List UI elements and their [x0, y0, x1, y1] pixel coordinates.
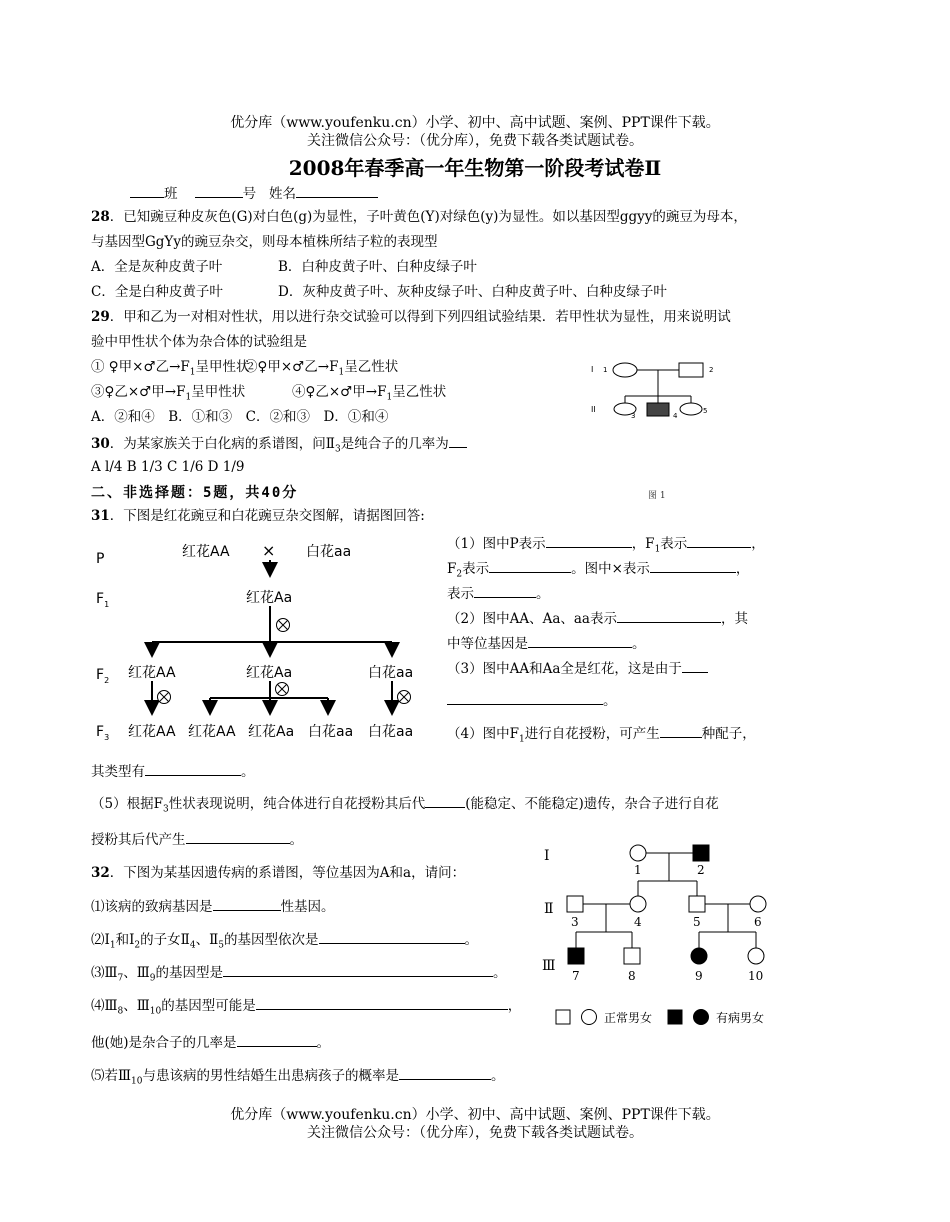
label-III-10: 10: [748, 969, 764, 983]
q32-part3: $⑶Ⅲ_7$、$Ⅲ_9$的基因型是 。: [91, 962, 507, 988]
gen-label-f1: $F_1$: [96, 591, 110, 609]
person-II-4: [630, 896, 646, 912]
legend-normal-female: [582, 1010, 597, 1025]
q31-blank-f1[interactable]: [687, 533, 751, 548]
q32-blank-affected-prob[interactable]: [399, 1065, 491, 1080]
q31-blank-gamete-count[interactable]: [660, 723, 702, 738]
q32-blank-heterozygous-prob[interactable]: [237, 1032, 317, 1047]
q29-cross-1: ① ♀甲×♂乙$\to F_1$呈甲性状: [91, 359, 250, 378]
q30-options[interactable]: A l/4 B 1/3 C 1/6 D 1/9: [91, 459, 245, 475]
person-III-8: [624, 948, 640, 964]
student-info-line: [130, 183, 378, 203]
q32-pedigree-chart: [536, 838, 776, 1033]
q28-option-c[interactable]: C．全是白种皮黄子叶: [91, 284, 223, 300]
q29-stem-line1: [91, 308, 731, 326]
f3-red-Aa: 红花Aa: [248, 724, 295, 740]
q28-option-d[interactable]: D．灰种皮黄子叶、灰种皮绿子叶、白种皮黄子叶、白种皮绿子叶: [278, 284, 667, 300]
q28-stem-line1: [91, 208, 747, 226]
q31-blank-cross[interactable]: [650, 558, 736, 573]
q31-part4-line1: （4）图中$F_1$进行自花授粉，可产生 种配子，: [447, 723, 756, 749]
q32-part2: $⑵I_1$和$Ⅰ_2$的子女$Ⅱ_4$、$Ⅱ_5$的基因型依次是 。: [91, 929, 478, 955]
header-line-1: 优分库（www.youfenku.cn）小学、初中、高中试题、案例、PPT课件下载。: [230, 115, 720, 131]
q29-stem-text1: ．甲和乙为一对相对性状，用以进行杂交试验可以得到下列四组试验结果．若甲性状为显性，用来说明试: [109, 309, 731, 325]
q32-part4b: 他(她)是杂合子的几率是 。: [91, 1032, 330, 1052]
fig1-female-5: [680, 403, 702, 415]
class-label: 班: [164, 186, 178, 202]
number-label: 号: [242, 186, 257, 202]
person-II-5: [689, 896, 705, 912]
figure-1-caption: 图 1: [648, 491, 666, 501]
f3-white-aa-1: 白花aa: [308, 724, 354, 740]
gen-label-f2: $F_2$: [96, 667, 110, 685]
q31-blank-stable[interactable]: [425, 793, 465, 808]
q30-stem: 30．为某家族关于白化病的系谱图，问$Ⅱ_3$是纯合子的几率为: [91, 433, 467, 459]
person-I-2: [693, 845, 709, 861]
q31-part1-line2: $F_2$表示 。图中×表示 ，: [447, 558, 749, 584]
footer-line-2: 关注微信公众号：（优分库），免费下载各类试题试卷。: [307, 1125, 643, 1141]
f3-red-AA-2: 红花AA: [188, 724, 236, 740]
fig1-male-2: [679, 363, 703, 377]
fig1-label-4: 4: [673, 412, 678, 420]
cross-symbol: ×: [262, 541, 276, 560]
person-III-7: [568, 948, 584, 964]
q31-blank-alleles[interactable]: [528, 633, 632, 648]
label-II-5: 5: [693, 915, 701, 929]
q31-number: 31: [91, 508, 110, 524]
q31-blank-self[interactable]: [474, 583, 536, 598]
q32-blank-possible-genotypes[interactable]: [256, 995, 508, 1010]
fig1-label-2: 2: [709, 366, 714, 374]
person-III-10: [748, 948, 764, 964]
legend-normal-label: 正常男女: [604, 1011, 653, 1025]
gen-label-p: P: [96, 551, 105, 567]
label-I-1: 1: [634, 863, 642, 877]
q31-blank-offspring[interactable]: [186, 829, 290, 844]
q32-stem: 32．下图为某基因遗传病的系谱图，等位基因为A和a，请问：: [91, 865, 466, 881]
page-title: 2008年春季高一年生物第一阶段考试卷Ⅱ: [288, 156, 662, 180]
name-label: 姓名: [269, 186, 297, 202]
name-blank[interactable]: [296, 183, 378, 198]
q31-cross-diagram: [90, 532, 440, 750]
person-II-6: [750, 896, 766, 912]
gen-label-f3: $F_3$: [96, 724, 110, 742]
f2-red-Aa: 红花Aa: [246, 665, 293, 681]
q29-cross-2: ②♀甲×♂乙$\to F_1$呈乙性状: [244, 359, 399, 378]
person-III-9: [691, 948, 707, 964]
q32-blank-genotypes-ii[interactable]: [319, 929, 465, 944]
label-II-3: 3: [571, 915, 579, 929]
fig1-label-5: 5: [703, 407, 708, 415]
q30-answer-blank[interactable]: [449, 433, 467, 448]
q31-part3-line1: （3）图中AA和Aa全是红花，这是由于: [447, 658, 708, 678]
q31-blank-p[interactable]: [546, 533, 632, 548]
q31-part3-line2: 。: [447, 690, 617, 710]
fig1-affected-4: [647, 403, 669, 416]
q29-cross-4: ④♀乙×♂甲$\to F_1$呈乙性状: [292, 384, 447, 403]
q32-number: 32: [91, 865, 110, 881]
class-blank[interactable]: [130, 183, 164, 198]
f1-red-aa: 红花Aa: [246, 590, 293, 606]
q31-blank-genotype[interactable]: [617, 608, 721, 623]
q31-part1-line1: （1）图中P表示 ，$F_1$表示 ，: [447, 533, 765, 559]
gen-label-II: Ⅱ: [544, 901, 554, 917]
figure-1-pedigree: [585, 350, 735, 430]
q31-part2-line2: 中等位基因是 。: [447, 633, 646, 653]
section-2-heading: 二、非选择题：5题，共40分: [91, 485, 299, 501]
fig1-gen-label-1: I: [591, 365, 594, 374]
q29-number: 29: [91, 309, 110, 325]
fig1-label-3: 3: [631, 412, 636, 420]
label-III-9: 9: [695, 969, 703, 983]
number-blank[interactable]: [195, 183, 243, 198]
gen-label-III: Ⅲ: [542, 958, 556, 974]
footer-line-1: 优分库（www.youfenku.cn）小学、初中、高中试题、案例、PPT课件下载。: [230, 1107, 720, 1123]
legend-affected-male: [668, 1010, 682, 1024]
q29-stem-line2: 验中甲性状个体为杂合体的试验组是: [91, 334, 307, 350]
legend-normal-male: [556, 1010, 570, 1024]
q29-options[interactable]: A．②和④ B．①和③ C．②和③ D．①和④: [91, 409, 389, 425]
label-II-4: 4: [634, 915, 642, 929]
header-line-2: 关注微信公众号：（优分库），免费下载各类试题试卷。: [307, 133, 643, 149]
q31-blank-reason-1[interactable]: [682, 658, 708, 673]
q31-part2-line1: （2）图中AA、Aa、aa表示 ，其: [447, 608, 748, 628]
person-I-1: [630, 845, 646, 861]
legend-affected-female: [694, 1010, 709, 1025]
q28-stem-text1: ．已知豌豆种皮灰色(G)对白色(g)为显性，子叶黄色(Y)对绿色(y)为显性。如以基因型ggyy的豌豆为母本，: [109, 209, 747, 225]
q31-part5-line2: 授粉其后代产生 。: [91, 829, 303, 849]
q31-blank-f2[interactable]: [489, 558, 571, 573]
label-III-7: 7: [572, 969, 580, 983]
q31-part1-line3: 表示 。: [447, 583, 550, 603]
q28-option-b[interactable]: B．白种皮黄子叶、白种皮绿子叶: [278, 259, 477, 275]
q31-blank-gamete-types[interactable]: [145, 761, 241, 776]
person-II-3: [567, 896, 583, 912]
q32-blank-dominance[interactable]: [213, 896, 281, 911]
fig1-gen-label-2: II: [591, 405, 596, 414]
q31-part4-line2: 其类型有 。: [91, 761, 255, 781]
f2-white-aa: 白花aa: [368, 665, 414, 681]
q28-stem-line2: 与基因型GgYy的豌豆杂交，则母本植株所结子粒的表现型: [91, 234, 438, 250]
f3-red-AA-1: 红花AA: [128, 724, 176, 740]
q32-part4: $⑷Ⅲ_8$、$Ⅲ_{10}$的基因型可能是 ，: [91, 995, 521, 1021]
fig1-female-1: [613, 363, 637, 377]
f2-red-AA: 红花AA: [128, 665, 176, 681]
q32-part5: ⑸若$Ⅲ_{10}$与患该病的男性结婚生出患病孩子的概率是 。: [91, 1065, 504, 1091]
fig1-label-1: 1: [603, 366, 608, 374]
legend-affected-label: 有病男女: [716, 1011, 765, 1025]
label-II-6: 6: [754, 915, 762, 929]
q30-number: 30: [91, 436, 110, 452]
q32-blank-genotypes-iii[interactable]: [223, 962, 493, 977]
q29-cross-3: ③♀乙×♂甲$\to F_1$呈甲性状: [91, 384, 246, 403]
q31-stem: 31．下图是红花豌豆和白花豌豆杂交图解，请据图回答:: [91, 508, 425, 524]
label-I-2: 2: [697, 863, 705, 877]
q31-blank-reason-2[interactable]: [447, 690, 603, 705]
p-white-aa: 白花aa: [306, 544, 352, 560]
gen-label-I: Ⅰ: [544, 848, 550, 864]
p-red-aa: 红花AA: [182, 544, 230, 560]
q28-option-a[interactable]: A．全是灰种皮黄子叶: [91, 259, 223, 275]
q28-number: 28: [91, 209, 110, 225]
q31-part5-line1: （5）根据$F_3$性状表现说明，纯合体进行自花授粉其后代 (能稳定、不能稳定)遗传，杂合子进行自花: [91, 793, 719, 819]
q32-part1: ⑴该病的致病基因是 性基因。: [91, 896, 335, 916]
label-III-8: 8: [628, 969, 636, 983]
f3-white-aa-2: 白花aa: [368, 724, 414, 740]
